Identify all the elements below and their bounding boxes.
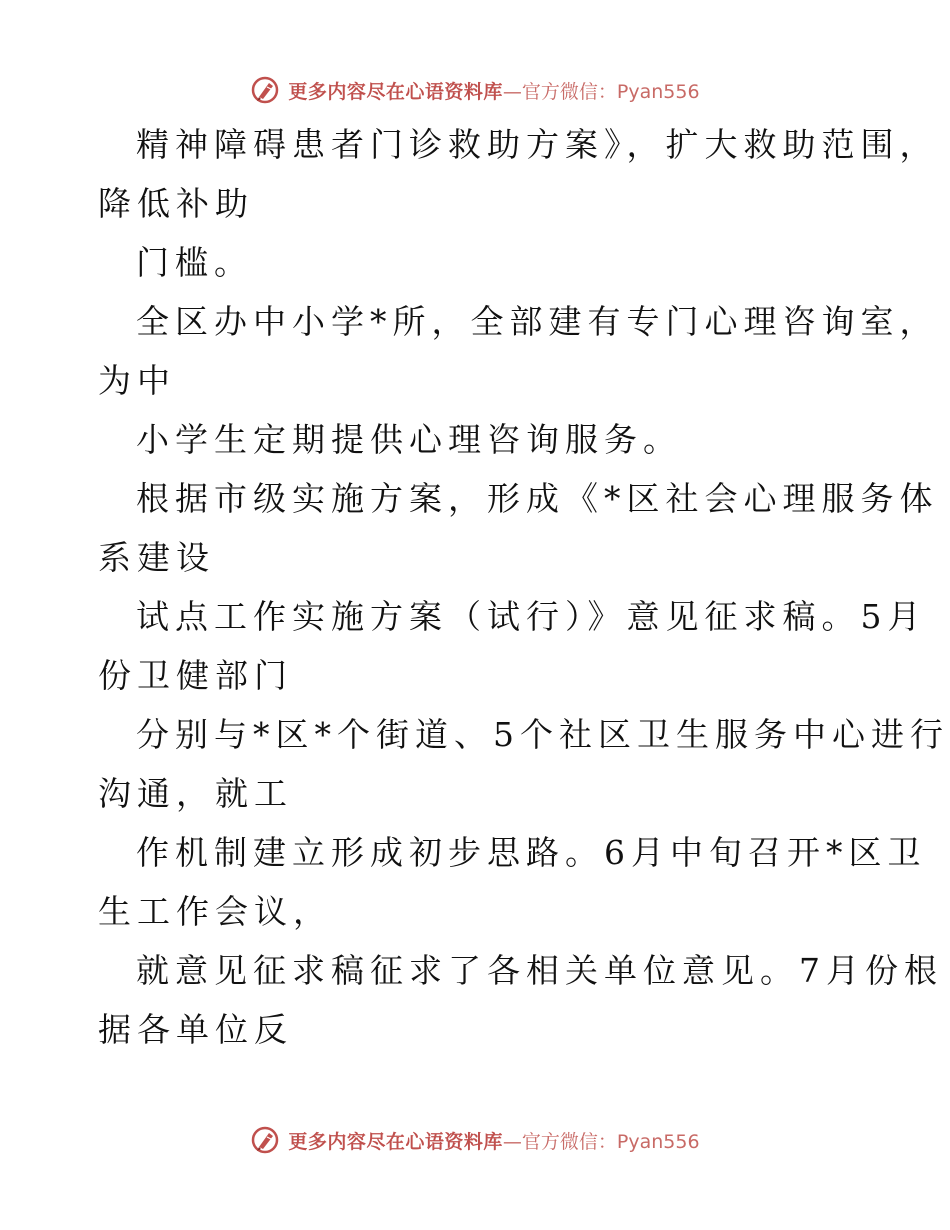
header-banner [0,70,950,110]
pen-nib-logo-icon [250,75,280,105]
text-line: 沟通，就工 [98,774,293,813]
document-body [98,115,949,1059]
text-line: 系建设 [98,538,215,577]
banner-wechat-text: —官方微信：Pyan556 [502,80,700,103]
footer-banner [0,1120,950,1160]
text-line: 小学生定期提供心理咨询服务。 [136,420,682,459]
text-line: 生工作会议， [98,892,332,931]
text-line: 作机制建立形成初步思路。6月中旬召开*区卫 [136,833,927,872]
text-line: 试点工作实施方案（试行）》意见征求稿。5月 [136,597,927,636]
text-line: 门槛。 [136,243,253,282]
text-line: 据各单位反 [98,1010,293,1049]
text-line: 全区办中小学*所，全部建有专门心理咨询室， [136,302,939,341]
text-line: 精神障碍患者门诊救助方案》，扩大救助范围， [136,125,939,164]
text-line: 份卫健部门 [98,656,293,695]
banner-wechat-text: —官方微信：Pyan556 [502,1130,700,1153]
text-line: 为中 [98,361,176,400]
text-line: 根据市级实施方案，形成《*区社会心理服务体 [136,479,939,518]
pen-nib-logo-icon [250,1125,280,1155]
banner-main-text: 更多内容尽在心语资料库 [288,80,503,103]
banner-main-text: 更多内容尽在心语资料库 [288,1130,503,1153]
text-line: 就意见征求稿征求了各相关单位意见。7月份根 [136,951,943,990]
text-line: 降低补助 [98,184,254,223]
text-line: 分别与*区*个街道、5个社区卫生服务中心进行 [136,715,949,754]
